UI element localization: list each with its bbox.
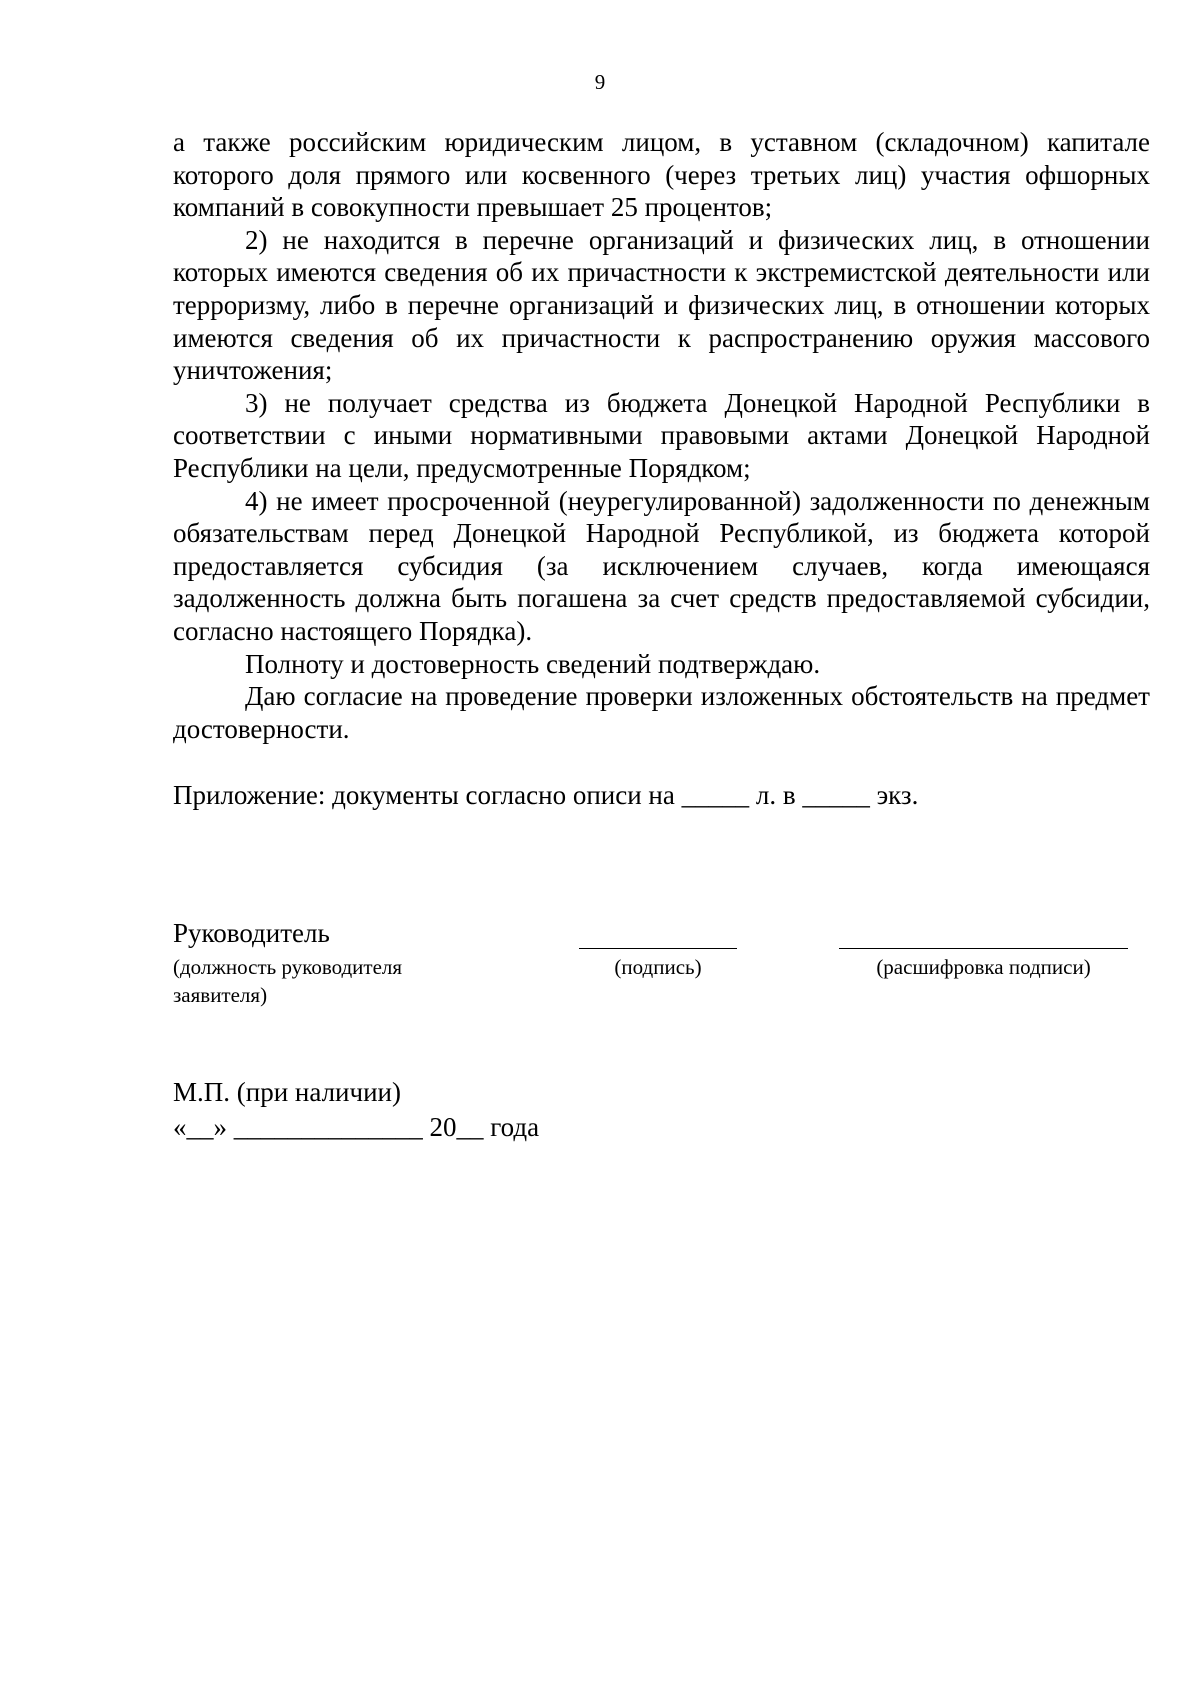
attachment-line (173, 779, 918, 811)
paragraph-offshore-continuation: а также российским юридическим лицом, в уставном (складочном) капитале которого доля прямого или косвенного (через третьих лиц) участия офшорных компаний в совокупности превышает 25 процентов; (173, 127, 1150, 223)
paragraph-consent: Даю согласие на проведение проверки изложенных обстоятельств на предмет достоверности. (173, 681, 1150, 744)
paragraph-confirmation: Полноту и достоверность сведений подтверждаю. (245, 648, 821, 679)
copy-count-blank: _____ (802, 780, 870, 810)
paragraph-item-3: 3) не получает средства из бюджета Донецкой Народной Республики в соответствии с иными нормативными правовыми актами Донецкой Народной Республики на цели, предусмотренные Порядком; (173, 387, 1150, 483)
paragraph-item-2: 2) не находится в перечне организаций и физических лиц, в отношении которых имеются сведения об их причастности к экстремистской деятельности или терроризму, либо в перечне организаций и физических лиц, в отношении которых имеются сведения об их причастности к распространению оружия массового уничтожения; (173, 224, 1150, 386)
signature-caption: (подпись) (614, 955, 702, 979)
signatory-title: Руководитель (173, 918, 330, 948)
page-number: 9 (594, 70, 606, 94)
signature-decoding-line (839, 948, 1128, 949)
signature-decoding-caption: (расшифровка подписи) (876, 955, 1091, 979)
signature-line (579, 948, 737, 949)
sheet-count-blank: _____ (681, 780, 750, 810)
paragraph-item-4: 4) не имеет просроченной (неурегулированной) задолженности по денежным обязательствам перед Донецкой Народной Республикой, из бюджета которой предоставляется субсидия (за исключением случаев, когда имеющаяся задолженность должна быть погашена за счет средств предоставляемой субсидии, согласно настоящего Порядка). (173, 485, 1150, 646)
attachment-prefix: Приложение: документы согласно описи на (173, 780, 675, 810)
attachment-suffix: экз. (876, 780, 919, 810)
date-line: «__» ______________ 20__ года (173, 1112, 540, 1142)
position-caption: (должность руководителя заявителя) (173, 955, 403, 1007)
attachment-middle: л. в (755, 780, 796, 810)
stamp-placeholder: М.П. (при наличии) (173, 1077, 401, 1107)
document-body (173, 126, 1150, 745)
